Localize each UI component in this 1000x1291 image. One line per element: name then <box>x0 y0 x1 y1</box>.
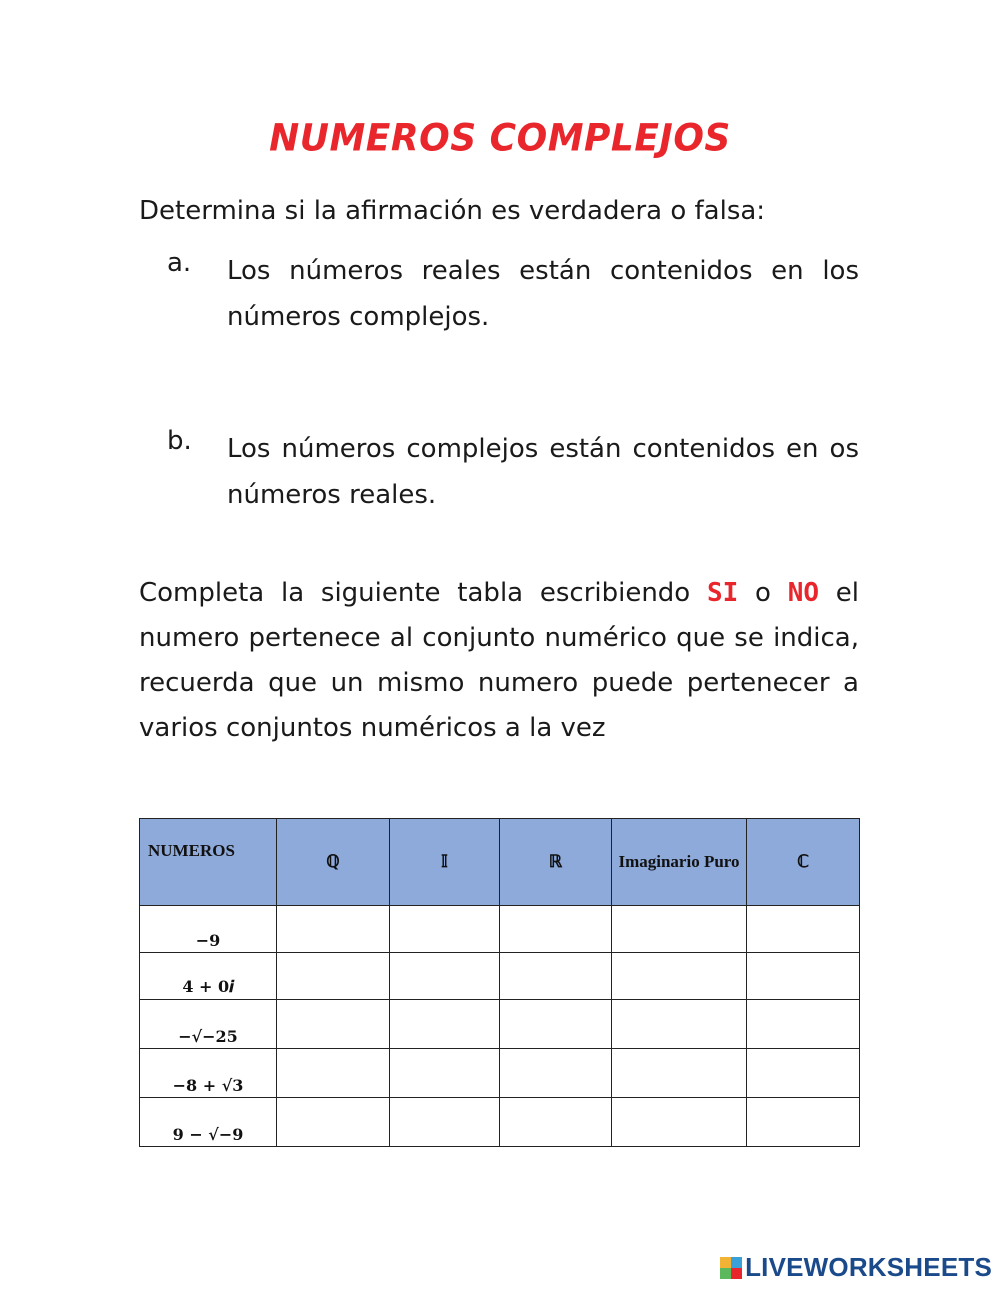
answer-cell-r[interactable] <box>500 906 612 953</box>
header-irrationals: 𝕀 <box>390 819 500 906</box>
logo-text: LIVEWORKSHEETS <box>745 1252 992 1282</box>
answer-cell-i[interactable] <box>390 906 500 953</box>
instruction-table-middle: o <box>738 578 788 608</box>
answer-cell-q[interactable] <box>277 1049 390 1098</box>
statement-a <box>139 248 859 340</box>
instruction-table-before: Completa la siguiente tabla escribiendo <box>139 578 707 608</box>
table-row <box>140 953 860 1000</box>
answer-cell-c[interactable] <box>747 1049 860 1098</box>
liveworksheets-logo <box>720 1252 992 1283</box>
table-row <box>140 1098 860 1147</box>
logo-icon <box>720 1257 742 1279</box>
si-keyword: SI <box>706 578 739 608</box>
page-title: NUMEROS COMPLEJOS <box>269 116 731 161</box>
answer-cell-imaginario[interactable] <box>612 953 747 1000</box>
answer-cell-r[interactable] <box>500 1049 612 1098</box>
answer-cell-i[interactable] <box>390 1000 500 1049</box>
number-cell: −√−25 <box>140 1000 277 1049</box>
answer-cell-imaginario[interactable] <box>612 1098 747 1147</box>
answer-cell-c[interactable] <box>747 1000 860 1049</box>
table-row <box>140 1049 860 1098</box>
table-row <box>140 1000 860 1049</box>
statement-a-text: Los números reales están contenidos en los números complejos. <box>227 256 859 332</box>
statement-b <box>139 426 859 518</box>
answer-cell-c[interactable] <box>747 953 860 1000</box>
answer-cell-i[interactable] <box>390 953 500 1000</box>
statement-a-marker: a. <box>167 248 192 278</box>
answer-cell-q[interactable] <box>277 906 390 953</box>
number-sets-table <box>139 818 860 1147</box>
answer-cell-r[interactable] <box>500 1098 612 1147</box>
header-complex: ℂ <box>747 819 860 906</box>
header-rationals: ℚ <box>277 819 390 906</box>
header-reals: ℝ <box>500 819 612 906</box>
instruction-true-false: Determina si la afirmación es verdadera o falsa: <box>139 196 766 226</box>
answer-cell-c[interactable] <box>747 906 860 953</box>
answer-cell-i[interactable] <box>390 1098 500 1147</box>
answer-cell-imaginario[interactable] <box>612 1049 747 1098</box>
answer-cell-imaginario[interactable] <box>612 906 747 953</box>
statement-b-marker: b. <box>167 426 192 456</box>
answer-cell-c[interactable] <box>747 1098 860 1147</box>
table-header-row <box>140 819 860 906</box>
header-imaginario-puro: Imaginario Puro <box>612 819 747 906</box>
answer-cell-i[interactable] <box>390 1049 500 1098</box>
instruction-table <box>139 571 859 751</box>
instruction-table-after: el numero pertenece al conjunto numérico que se indica, recuerda que un mismo numero puede pertenecer a varios conjuntos numéricos a la vez <box>139 578 860 743</box>
number-cell: 9 − √−9 <box>140 1098 277 1147</box>
answer-cell-r[interactable] <box>500 953 612 1000</box>
number-cell: 4 + 0𝒊 <box>140 953 277 1000</box>
answer-cell-q[interactable] <box>277 1098 390 1147</box>
header-numeros: NUMEROS <box>140 819 277 906</box>
statement-b-text: Los números complejos están contenidos en os números reales. <box>227 434 859 510</box>
answer-cell-q[interactable] <box>277 953 390 1000</box>
number-cell: −9 <box>140 906 277 953</box>
answer-cell-r[interactable] <box>500 1000 612 1049</box>
no-keyword: NO <box>787 578 820 608</box>
number-cell: −8 + √3 <box>140 1049 277 1098</box>
answer-cell-imaginario[interactable] <box>612 1000 747 1049</box>
table-row <box>140 906 860 953</box>
answer-cell-q[interactable] <box>277 1000 390 1049</box>
